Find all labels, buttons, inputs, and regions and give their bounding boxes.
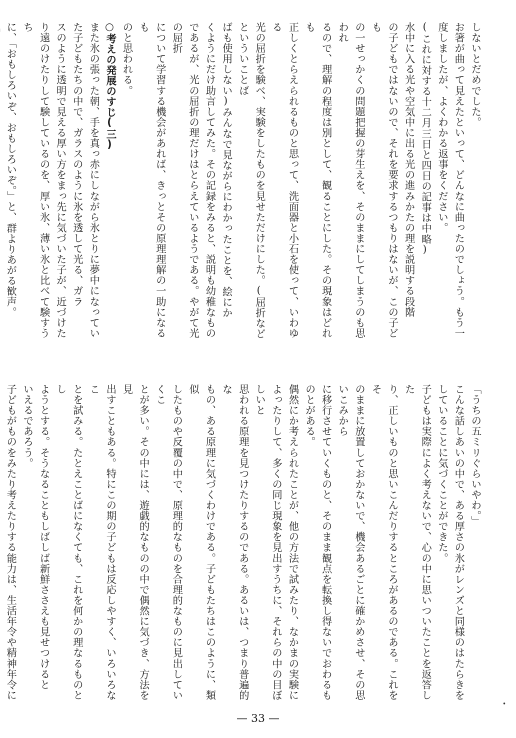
text-line: スのように透明で見える厚い方をまっ先に気づいた子が、近づけた [54,22,66,339]
lower-text-block [0,384,482,704]
text-line: 水中に入る光や空気中に出る光の進みかたの理を説明する段階 [402,22,414,318]
text-line: 光の屈折を験べ、実験をしたものを見せただけにした。(屈折などといういことば [236,22,265,340]
text-line: していることに気づくことができた。 [435,384,447,564]
text-line: ようとする。そうなることもしばしば新鮮ささえも見せつけると [37,384,49,690]
text-line: (これに対する十二月三日と四日の記事は中略) [419,22,431,256]
text-line: もの、ある原理に気づくわけである。子どもたちはこのように、類似 [186,384,215,701]
upper-text-block [0,22,482,348]
text-line: について学習する機会があれば、きっとその原理理解の一助になるも [137,22,165,339]
text-line: に移行させていくものと、そのまま観点を転換し得ないでおわるものとがある。 [303,384,331,701]
text-line: り遠のけたりして験しているのを、厚い氷、薄い氷と比べて験すうち [20,22,49,339]
text-line: 出すこともある。特にこの期の子どもは反応しやすく、いろいろなこ [87,384,115,701]
text-line: ばも使用しない)みんなで見ながらにわかったことを、絵にか [220,22,232,319]
text-line: 「うちの五ミリぐらいやわ。」 [469,384,480,527]
text-line: 正しくとらえられるものと思って、洗面器と小石を使って、いわゆる [269,22,298,339]
page-number: — 33 — [236,712,280,725]
text-line: くようにだけ助言してみた。その記録をみると、説明も幼稚なもの [203,22,215,339]
text-line: るので、理解の程度は別として、観ることにした。その現象はどれも [303,22,331,339]
text-line: 度しましたが、よくわかる返事をください。 [435,22,447,233]
text-line: のままに放置しておかないで、機会あるごとに確かめさせ、その思いこみから [336,384,364,701]
corner-mark: • [502,701,506,708]
text-line: また氷の張った朝、手を真っ赤にしながら氷とりに夢中になってい [87,22,99,339]
text-line: た子どもたちの中で、ガラスのように氷を透して光る、ガラ [70,22,82,307]
text-line: 偶然にか考えられたことが、他の方法で試みたり、なかまの実験に [286,384,298,701]
text-line: こんな話しあいの中で、ある厚さの氷がレンズと同様のはたらきを [452,384,464,701]
text-line: り、正しいものと思いこんだりするところがあるのである。これをそ [369,384,398,701]
text-line: の一せっかくの問題把握の芽生えを、そのままにしてしまうのも思われ [336,22,364,339]
text-line: の子どもではないので、それを要求するつもりはないが、この子ども [369,22,398,339]
section-heading: ○考えの発展のすじ(三) [103,22,115,151]
text-line: 思われる原理を見つけたりするのである。あるいは、つまり普遍的な [220,384,248,701]
text-line: したものや反覆の中で、原理的なものを合理的なものに見出していくこ [153,384,182,701]
text-line: 子どもがものをみたり考えたりする能力は、生活年令や精神年令に [4,384,16,701]
text-line: しないとだめでした。 [469,22,480,128]
text-line: のと思われる。 [120,22,132,96]
text-line [0,384,1,704]
text-line: いえるであろう。 [20,384,32,469]
text-line: とを試みる。たとえことばになくても、これを何かの理なるものとし [54,384,82,701]
text-line: であるが、光の屈折の理だけはとらえているようである。やがて光の屈折 [170,22,198,339]
text-line: よったりして、多くの同じ現象を見出すうちに、それらの中の目ぼしいと [253,384,281,701]
text-line: とが多い。その中には、遊戯的なものの中で偶然に気づき、方法を見 [120,384,149,701]
text-line: 子どもは実際によく考えないで、心の中に思いついたことを返答した [402,384,431,701]
text-line: に、「おもしろいぞ、おもしろいぞ。」と、群よりあがる歓声。 [4,22,16,318]
text-line: お箸が曲って見えたといって、どんなに曲ったのでしょう。もう一 [452,22,464,339]
